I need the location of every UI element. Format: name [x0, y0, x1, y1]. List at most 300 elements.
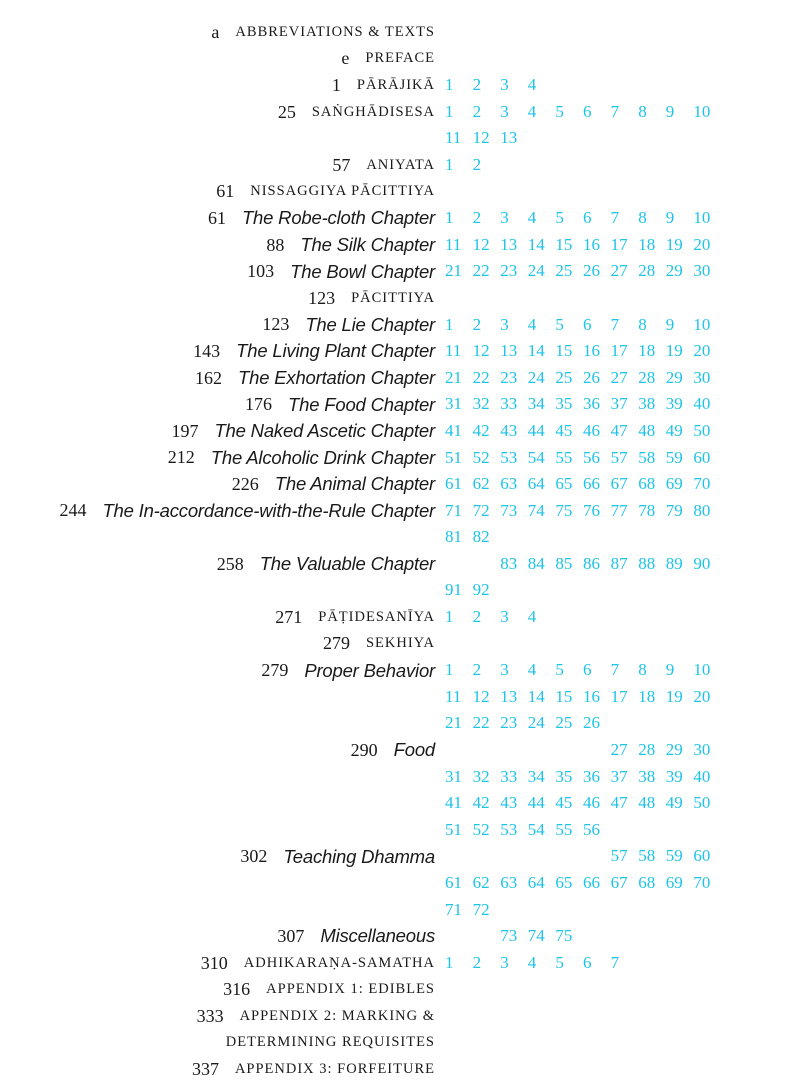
rule-number-link[interactable]: 43 [500, 420, 518, 440]
toc-entry[interactable] [193, 338, 435, 365]
rule-number-link[interactable]: 2 [472, 75, 482, 95]
rule-number-link[interactable]: 2 [472, 660, 482, 680]
rule-number-link[interactable]: 75 [555, 926, 573, 946]
rule-number-link[interactable]: 5 [555, 101, 564, 121]
rule-number-link[interactable]: 1 [445, 101, 454, 121]
rule-number-link[interactable]: 8 [638, 314, 647, 334]
rule-number-link[interactable]: 81 [445, 527, 462, 547]
toc-entry[interactable] [216, 179, 435, 206]
toc-entry[interactable] [208, 205, 435, 232]
rule-number-link[interactable]: 17 [610, 341, 628, 361]
rule-number-link[interactable]: 24 [527, 261, 545, 281]
chapter-title[interactable]: Teaching Dhamma [283, 845, 435, 867]
toc-row [0, 577, 800, 604]
rule-number-link[interactable]: 13 [500, 128, 518, 148]
rule-number-link[interactable]: 32 [472, 394, 490, 414]
section-title[interactable]: ANIYATA [366, 156, 435, 173]
rule-number-link[interactable]: 9 [665, 660, 675, 680]
rule-number-link[interactable]: 23 [500, 261, 518, 281]
rule-number-link[interactable]: 53 [500, 447, 518, 467]
page-number: 162 [195, 367, 223, 388]
rule-number-link[interactable]: 28 [638, 261, 656, 281]
section-title[interactable]: DETERMINING REQUISITES [225, 1034, 435, 1051]
rule-number-link[interactable]: 14 [527, 234, 545, 254]
section-title[interactable]: PĀṬIDESANĪYA [318, 608, 435, 625]
chapter-title[interactable]: The Naked Ascetic Chapter [214, 420, 435, 442]
toc-entry[interactable] [223, 976, 435, 1003]
rule-number-link[interactable]: 74 [527, 926, 545, 946]
rule-number-link[interactable]: 54 [527, 447, 545, 467]
section-title[interactable]: PĀCITTIYA [351, 289, 435, 306]
rule-number-link[interactable]: 60 [693, 447, 711, 467]
rule-number-link[interactable]: 6 [583, 208, 592, 228]
rule-number-link[interactable]: 58 [638, 846, 656, 866]
rule-number-link[interactable]: 27 [610, 261, 628, 281]
chapter-title[interactable]: The Lie Chapter [305, 313, 435, 335]
rule-number-link[interactable]: 13 [500, 234, 518, 254]
rule-number-link[interactable]: 10 [693, 660, 711, 680]
rule-number-link[interactable]: 35 [555, 766, 573, 786]
rule-number-link[interactable]: 9 [665, 314, 675, 334]
rule-number-link[interactable]: 30 [693, 367, 711, 387]
rule-number-link[interactable]: 1 [445, 75, 454, 95]
rule-number-link[interactable]: 15 [555, 234, 573, 254]
rule-number-link[interactable]: 87 [610, 553, 628, 573]
rule-number-link[interactable]: 2 [472, 607, 482, 627]
rule-number-link[interactable]: 31 [445, 394, 462, 414]
rule-number-link[interactable]: 4 [527, 607, 537, 627]
rule-number-link[interactable]: 63 [500, 873, 518, 892]
rule-number-link[interactable]: 42 [472, 420, 490, 440]
rule-number-link[interactable]: 36 [583, 394, 600, 414]
chapter-title[interactable]: Miscellaneous [320, 925, 435, 947]
rule-number-link[interactable]: 34 [527, 394, 545, 414]
rule-number-link[interactable]: 44 [527, 420, 545, 440]
rule-number-link[interactable]: 4 [527, 75, 537, 95]
rule-number-link[interactable]: 92 [472, 580, 490, 600]
rule-number-link[interactable]: 71 [445, 500, 462, 520]
rule-number-link[interactable]: 66 [583, 474, 600, 494]
chapter-title[interactable]: The Alcoholic Drink Chapter [210, 446, 435, 468]
rule-number-link[interactable]: 13 [500, 686, 518, 706]
rule-number-link[interactable]: 64 [527, 474, 545, 494]
rule-number-link[interactable]: 3 [500, 607, 509, 627]
rule-number-link[interactable]: 59 [665, 846, 683, 866]
rule-number-link[interactable]: 50 [693, 793, 711, 813]
toc-entry[interactable] [351, 737, 435, 764]
toc-entry[interactable] [278, 99, 435, 126]
rule-number-link[interactable]: 61 [445, 474, 462, 494]
rule-number-link[interactable]: 89 [665, 553, 683, 573]
rule-number-link[interactable]: 56 [583, 819, 600, 839]
section-title[interactable]: ABBREVIATIONS & TEXTS [235, 23, 435, 40]
rule-number-link[interactable]: 1 [445, 154, 454, 174]
section-title[interactable]: APPENDIX 1: EDIBLES [266, 981, 435, 998]
rule-number-link[interactable]: 18 [638, 234, 656, 254]
rule-number-link[interactable]: 41 [445, 420, 462, 440]
rule-number-link[interactable]: 48 [638, 793, 656, 813]
rule-number-link[interactable]: 78 [638, 500, 656, 520]
rule-number-link[interactable]: 1 [445, 208, 454, 228]
rule-number-link[interactable]: 68 [638, 474, 656, 494]
toc-entry[interactable] [226, 1030, 435, 1057]
rule-number-link[interactable]: 4 [527, 208, 537, 228]
rule-number-link[interactable]: 49 [665, 420, 683, 440]
rule-number-link[interactable]: 19 [665, 686, 683, 706]
rule-number-link[interactable]: 25 [555, 367, 573, 387]
rule-number-link[interactable]: 77 [610, 500, 628, 520]
rule-number-link[interactable]: 30 [693, 740, 711, 760]
rule-number-link[interactable]: 24 [527, 713, 545, 733]
rule-number-link[interactable]: 38 [638, 394, 656, 414]
rule-number-link[interactable]: 68 [638, 873, 656, 892]
toc-entry[interactable] [201, 950, 435, 977]
rule-number-link[interactable]: 7 [610, 208, 620, 228]
rule-number-link[interactable]: 55 [555, 819, 573, 839]
rule-number-link[interactable]: 62 [472, 474, 490, 494]
rule-number-link[interactable]: 20 [693, 234, 711, 254]
rule-number-link[interactable]: 11 [445, 341, 462, 361]
rule-number-link[interactable]: 20 [693, 341, 711, 361]
rule-number-link[interactable]: 28 [638, 367, 656, 387]
rule-number-link[interactable]: 15 [555, 686, 573, 706]
toc-entry[interactable] [266, 232, 435, 259]
rule-number-link[interactable]: 37 [610, 394, 628, 414]
rule-number-link[interactable]: 76 [583, 500, 600, 520]
toc-entry[interactable] [308, 285, 435, 312]
rule-number-link[interactable]: 12 [472, 234, 490, 254]
toc-entry[interactable] [341, 46, 435, 73]
toc-row [0, 524, 800, 551]
rule-number-link[interactable]: 8 [638, 208, 647, 228]
toc-entry[interactable] [275, 604, 435, 631]
rule-number-link[interactable]: 51 [445, 447, 462, 467]
toc-entry[interactable] [195, 365, 435, 392]
rule-number-link[interactable]: 80 [693, 500, 711, 520]
rule-number-link[interactable]: 57 [610, 846, 628, 866]
section-title[interactable]: APPENDIX 3: FORFEITURE [234, 1060, 435, 1077]
rule-number-link[interactable]: 4 [527, 660, 537, 680]
rule-number-link[interactable]: 47 [610, 420, 628, 440]
rule-number-link[interactable]: 21 [445, 261, 462, 281]
rule-number-link[interactable]: 7 [610, 314, 620, 334]
rule-number-link[interactable]: 9 [665, 208, 675, 228]
rule-number-link[interactable]: 79 [665, 500, 683, 520]
rule-number-link[interactable]: 3 [500, 208, 509, 228]
chapter-title[interactable]: The Silk Chapter [300, 234, 435, 256]
rule-number-link[interactable]: 52 [472, 819, 490, 839]
rule-number-link[interactable]: 46 [583, 420, 600, 440]
rule-number-link[interactable]: 11 [445, 128, 462, 148]
rule-number-link[interactable]: 7 [610, 660, 620, 680]
rule-number-link[interactable]: 86 [583, 553, 600, 573]
rule-number-link[interactable]: 73 [500, 926, 518, 946]
rule-number-link[interactable]: 85 [555, 553, 573, 573]
rule-number-link[interactable]: 64 [527, 873, 545, 892]
rule-number-link[interactable]: 22 [472, 261, 490, 281]
rule-number-link[interactable]: 35 [555, 394, 573, 414]
rule-number-link[interactable]: 44 [527, 793, 545, 813]
rule-number-link[interactable]: 34 [527, 766, 545, 786]
rule-number-link[interactable]: 41 [445, 793, 462, 813]
rule-number-link[interactable]: 24 [527, 367, 545, 387]
rule-number-link[interactable]: 67 [610, 873, 628, 892]
toc-row [0, 72, 800, 99]
rule-number-link[interactable]: 12 [472, 128, 490, 148]
rule-number-link[interactable]: 4 [527, 101, 537, 121]
section-title[interactable]: SAṄGHĀDISESA [311, 103, 435, 120]
toc-entry[interactable] [168, 445, 435, 472]
rule-number-link[interactable]: 91 [445, 580, 462, 600]
toc-entry[interactable] [245, 391, 435, 418]
toc-entry[interactable] [240, 843, 435, 870]
rule-number-link[interactable]: 29 [665, 740, 683, 760]
rule-links [445, 471, 725, 498]
rule-number-link[interactable]: 17 [610, 234, 628, 254]
rule-number-link[interactable]: 69 [665, 873, 683, 892]
chapter-title[interactable]: The Exhortation Chapter [238, 367, 435, 389]
rule-number-link[interactable]: 25 [555, 261, 573, 281]
toc-entry[interactable] [232, 471, 435, 498]
rule-number-link[interactable]: 19 [665, 234, 683, 254]
rule-number-link[interactable]: 2 [472, 101, 482, 121]
toc-entry[interactable] [323, 631, 435, 658]
rule-number-link[interactable]: 17 [610, 686, 628, 706]
rule-number-link[interactable]: 37 [610, 766, 628, 786]
rule-number-link[interactable]: 33 [500, 766, 518, 786]
toc-row [0, 99, 800, 126]
rule-number-link[interactable]: 52 [472, 447, 490, 467]
rule-number-link[interactable]: 61 [445, 873, 462, 892]
toc-entry[interactable] [277, 923, 435, 950]
rule-number-link[interactable]: 1 [445, 952, 454, 972]
rule-number-link[interactable]: 42 [472, 793, 490, 813]
rule-number-link[interactable]: 14 [527, 686, 545, 706]
chapter-title[interactable]: The Food Chapter [288, 393, 435, 415]
section-title[interactable]: ADHIKARAṆA-SAMATHA [243, 954, 435, 971]
rule-links [445, 498, 725, 525]
rule-number-link[interactable]: 60 [693, 846, 711, 866]
rule-number-link[interactable]: 43 [500, 793, 518, 813]
page-number: 103 [247, 261, 275, 282]
section-title[interactable]: APPENDIX 2: MARKING & [239, 1007, 435, 1024]
rule-number-link[interactable]: 67 [610, 474, 628, 494]
rule-number-link[interactable]: 54 [527, 819, 545, 839]
rule-number-link[interactable]: 11 [445, 234, 462, 254]
rule-number-link[interactable]: 62 [472, 873, 490, 892]
rule-number-link[interactable]: 1 [445, 607, 454, 627]
section-title[interactable]: PĀRĀJIKĀ [356, 76, 435, 93]
rule-number-link[interactable]: 26 [583, 713, 600, 733]
rule-number-link[interactable]: 3 [500, 314, 509, 334]
rule-number-link[interactable]: 30 [693, 261, 711, 281]
rule-number-link[interactable]: 16 [583, 686, 600, 706]
rule-number-link[interactable]: 2 [472, 314, 482, 334]
rule-number-link[interactable]: 27 [610, 367, 628, 387]
toc-entry[interactable] [211, 19, 435, 46]
rule-number-link[interactable]: 9 [665, 101, 675, 121]
rule-number-link[interactable]: 83 [500, 553, 518, 573]
rule-number-link[interactable]: 1 [445, 314, 454, 334]
rule-number-link[interactable]: 4 [527, 314, 537, 334]
rule-number-link[interactable]: 12 [472, 341, 490, 361]
toc-row [0, 950, 800, 977]
rule-number-link[interactable]: 23 [500, 713, 518, 733]
rule-number-link[interactable]: 1 [445, 660, 454, 680]
rule-number-link[interactable]: 21 [445, 713, 462, 733]
rule-number-link[interactable]: 39 [665, 766, 683, 786]
rule-number-link[interactable]: 36 [583, 766, 600, 786]
rule-number-link[interactable]: 32 [472, 766, 490, 786]
rule-number-link[interactable]: 45 [555, 793, 573, 813]
toc-entry[interactable] [59, 498, 435, 525]
rule-number-link[interactable]: 5 [555, 314, 564, 334]
rule-number-link[interactable]: 5 [555, 660, 564, 680]
rule-number-link[interactable]: 65 [555, 873, 573, 892]
rule-number-link[interactable]: 20 [693, 686, 711, 706]
toc-row [0, 1003, 800, 1030]
rule-number-link[interactable]: 25 [555, 713, 573, 733]
rule-number-link[interactable]: 2 [472, 154, 482, 174]
rule-number-link[interactable]: 70 [693, 873, 711, 892]
rule-number-link[interactable]: 10 [693, 101, 711, 121]
chapter-title[interactable]: The Living Plant Chapter [236, 340, 435, 362]
rule-number-link[interactable]: 22 [472, 367, 490, 387]
rule-number-link[interactable]: 72 [472, 899, 490, 919]
rule-number-link[interactable]: 3 [500, 75, 509, 95]
rule-number-link[interactable]: 3 [500, 952, 509, 972]
rule-number-link[interactable]: 74 [527, 500, 545, 520]
rule-number-link[interactable]: 47 [610, 793, 628, 813]
toc-entry[interactable] [332, 72, 435, 99]
rule-number-link[interactable]: 88 [638, 553, 656, 573]
section-title[interactable]: PREFACE [365, 50, 435, 67]
toc-entry[interactable] [171, 418, 435, 445]
rule-number-link[interactable]: 73 [500, 500, 518, 520]
rule-number-link[interactable]: 58 [638, 447, 656, 467]
rule-number-link[interactable]: 84 [527, 553, 545, 573]
rule-number-link[interactable]: 21 [445, 367, 462, 387]
rule-number-link[interactable]: 3 [500, 660, 509, 680]
rule-number-link[interactable]: 6 [583, 314, 592, 334]
toc-entry[interactable] [262, 312, 435, 339]
rule-number-link[interactable]: 72 [472, 500, 490, 520]
rule-number-link[interactable]: 11 [445, 686, 462, 706]
page-number: 333 [196, 1005, 224, 1026]
rule-number-link[interactable]: 5 [555, 952, 564, 972]
rule-number-link[interactable]: 38 [638, 766, 656, 786]
rule-number-link[interactable]: 39 [665, 394, 683, 414]
rule-number-link[interactable]: 6 [583, 660, 592, 680]
rule-number-link[interactable]: 18 [638, 341, 656, 361]
chapter-title[interactable]: The In-accordance-with-the-Rule Chapter [102, 499, 435, 521]
rule-number-link[interactable]: 55 [555, 447, 573, 467]
rule-number-link[interactable]: 40 [693, 766, 711, 786]
rule-number-link[interactable]: 71 [445, 899, 462, 919]
rule-number-link[interactable]: 75 [555, 500, 573, 520]
chapter-title[interactable]: Food [393, 739, 435, 761]
section-title[interactable]: SEKHIYA [365, 635, 435, 652]
rule-number-link[interactable]: 19 [665, 341, 683, 361]
chapter-title[interactable]: Proper Behavior [304, 659, 435, 681]
toc-entry[interactable] [247, 258, 435, 285]
toc-entry[interactable] [261, 657, 435, 684]
rule-number-link[interactable]: 6 [583, 101, 592, 121]
chapter-title[interactable]: The Bowl Chapter [290, 260, 435, 282]
rule-links [445, 843, 725, 870]
page-number: 307 [277, 925, 305, 946]
rule-number-link[interactable]: 27 [610, 740, 628, 760]
rule-number-link[interactable]: 18 [638, 686, 656, 706]
rule-number-link[interactable]: 49 [665, 793, 683, 813]
rule-number-link[interactable]: 40 [693, 394, 711, 414]
rule-number-link[interactable]: 66 [583, 873, 600, 892]
rule-number-link[interactable]: 56 [583, 447, 600, 467]
chapter-title[interactable]: The Animal Chapter [274, 473, 435, 495]
toc-entry[interactable] [197, 1003, 435, 1030]
toc-entry[interactable] [332, 152, 435, 179]
rule-number-link[interactable]: 69 [665, 474, 683, 494]
rule-number-link[interactable]: 2 [472, 952, 482, 972]
rule-number-link[interactable]: 29 [665, 367, 683, 387]
rule-number-link[interactable]: 7 [610, 952, 620, 972]
rule-number-link[interactable]: 63 [500, 474, 518, 494]
toc-entry[interactable] [192, 1056, 435, 1083]
section-title[interactable]: NISSAGGIYA PĀCITTIYA [250, 183, 435, 200]
rule-number-link[interactable]: 26 [583, 367, 600, 387]
toc-entry[interactable] [217, 551, 435, 578]
rule-number-link[interactable]: 82 [472, 527, 490, 547]
rule-number-link[interactable]: 16 [583, 341, 600, 361]
rule-number-link[interactable]: 7 [610, 101, 620, 121]
rule-number-link[interactable]: 50 [693, 420, 711, 440]
rule-number-link[interactable]: 31 [445, 766, 462, 786]
rule-number-link[interactable]: 13 [500, 341, 518, 361]
rule-number-link[interactable]: 12 [472, 686, 490, 706]
rule-number-link[interactable]: 26 [583, 261, 600, 281]
rule-number-link[interactable]: 14 [527, 341, 545, 361]
rule-number-link[interactable]: 2 [472, 208, 482, 228]
rule-number-link[interactable]: 28 [638, 740, 656, 760]
rule-number-link[interactable]: 15 [555, 341, 573, 361]
rule-number-link[interactable]: 90 [693, 553, 711, 573]
rule-number-link[interactable]: 48 [638, 420, 656, 440]
rule-number-link[interactable]: 10 [693, 314, 711, 334]
rule-number-link[interactable]: 22 [472, 713, 490, 733]
chapter-title[interactable]: The Valuable Chapter [259, 553, 435, 575]
rule-number-link[interactable]: 46 [583, 793, 600, 813]
rule-number-link[interactable]: 6 [583, 952, 592, 972]
chapter-title[interactable]: The Robe-cloth Chapter [241, 207, 435, 229]
rule-number-link[interactable]: 10 [693, 208, 711, 228]
rule-number-link[interactable]: 51 [445, 819, 462, 839]
rule-number-link[interactable]: 33 [500, 394, 518, 414]
rule-number-link[interactable]: 3 [500, 101, 509, 121]
rule-number-link[interactable]: 57 [610, 447, 628, 467]
rule-number-link[interactable]: 45 [555, 420, 573, 440]
rule-number-link[interactable]: 23 [500, 367, 518, 387]
rule-number-link[interactable]: 5 [555, 208, 564, 228]
rule-number-link[interactable]: 29 [665, 261, 683, 281]
rule-number-link[interactable]: 53 [500, 819, 518, 839]
rule-number-link[interactable]: 8 [638, 101, 647, 121]
rule-number-link[interactable]: 16 [583, 234, 600, 254]
rule-number-link[interactable]: 70 [693, 474, 711, 494]
rule-number-link[interactable]: 4 [527, 952, 537, 972]
rule-number-link[interactable]: 8 [638, 660, 647, 680]
rule-number-link[interactable]: 59 [665, 447, 683, 467]
rule-number-link[interactable]: 65 [555, 474, 573, 494]
